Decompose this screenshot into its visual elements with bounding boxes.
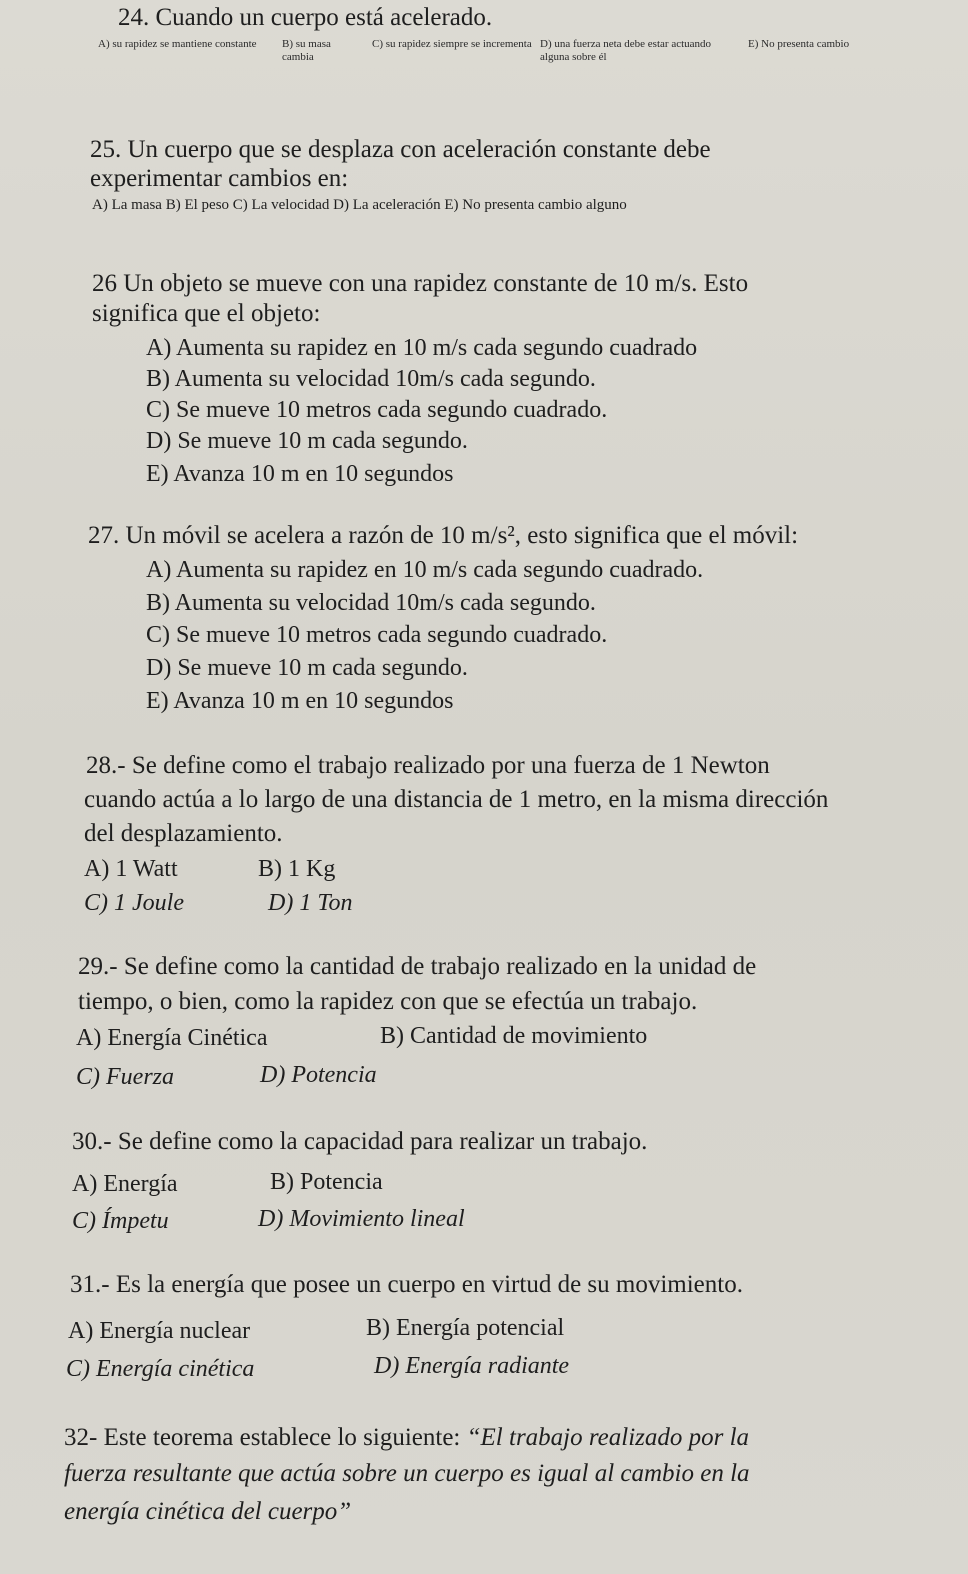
q32-quote-part2: fuerza resultante que actúa sobre un cuerpo es igual al cambio en la	[64, 1460, 750, 1487]
q24-option-b: B) su masa cambia	[282, 38, 331, 63]
q29-line1: 29.- Se define como la cantidad de trabajo realizado en la unidad de	[78, 953, 757, 980]
q26-option-c: C) Se mueve 10 metros cada segundo cuadrado.	[146, 397, 608, 423]
q25-line2: experimentar cambios en:	[90, 165, 349, 192]
q26-option-b: B) Aumenta su velocidad 10m/s cada segundo.	[146, 366, 596, 392]
q30-option-c: C) Ímpetu	[72, 1208, 169, 1234]
q29-line2: tiempo, o bien, como la rapidez con que se efectúa un trabajo.	[78, 988, 698, 1015]
q24-option-c: C) su rapidez siempre se incrementa	[372, 38, 532, 50]
q32-quote-part3: energía cinética del cuerpo”	[64, 1498, 352, 1525]
q27-option-a: A) Aumenta su rapidez en 10 m/s cada segundo cuadrado.	[146, 557, 704, 583]
q31-option-c: C) Energía cinética	[66, 1356, 255, 1382]
q26-option-a: A) Aumenta su rapidez en 10 m/s cada segundo cuadrado	[146, 335, 698, 361]
q27-line1: 27. Un móvil se acelera a razón de 10 m/s², esto significa que el móvil:	[88, 522, 799, 549]
q26-line2: significa que el objeto:	[92, 300, 321, 327]
q29-option-c: C) Fuerza	[76, 1064, 174, 1090]
q28-line2: cuando actúa a lo largo de una distancia de 1 metro, en la misma dirección	[84, 786, 829, 813]
q27-option-c: C) Se mueve 10 metros cada segundo cuadrado.	[146, 622, 608, 648]
q32-line1	[64, 1424, 749, 1452]
q30-line1: 30.- Se define como la capacidad para realizar un trabajo.	[72, 1128, 648, 1155]
q25-options: A) La masa B) El peso C) La velocidad D) La aceleración E) No presenta cambio alguno	[92, 197, 627, 213]
q28-option-d: D) 1 Ton	[268, 890, 353, 916]
q29-option-d: D) Potencia	[260, 1062, 377, 1088]
q27-option-e: E) Avanza 10 m en 10 segundos	[146, 688, 454, 714]
q28-option-a: A) 1 Watt	[84, 856, 178, 882]
q30-option-a: A) Energía	[72, 1171, 178, 1197]
q26-option-d: D) Se mueve 10 m cada segundo.	[146, 428, 468, 454]
q26-option-e: E) Avanza 10 m en 10 segundos	[146, 461, 454, 487]
q32-quote-part1: “El trabajo realizado por la	[466, 1424, 750, 1451]
q24-option-e: E) No presenta cambio	[748, 38, 850, 50]
q28-line3: del desplazamiento.	[84, 820, 283, 847]
q24-option-d: D) una fuerza neta debe estar actuando alguna sobre él	[540, 38, 712, 63]
q30-option-d: D) Movimiento lineal	[258, 1206, 465, 1232]
q29-option-b: B) Cantidad de movimiento	[380, 1023, 648, 1049]
q27-option-d: D) Se mueve 10 m cada segundo.	[146, 655, 468, 681]
q31-line1: 31.- Es la energía que posee un cuerpo en virtud de su movimiento.	[70, 1271, 743, 1298]
q28-line1: 28.- Se define como el trabajo realizado por una fuerza de 1 Newton	[86, 752, 770, 779]
q31-option-b: B) Energía potencial	[366, 1315, 565, 1341]
q25-line1: 25. Un cuerpo que se desplaza con aceleración constante debe	[90, 136, 711, 163]
q26-line1: 26 Un objeto se mueve con una rapidez constante de 10 m/s. Esto	[92, 270, 749, 297]
q27-option-b: B) Aumenta su velocidad 10m/s cada segundo.	[146, 590, 596, 616]
q24-title: 24. Cuando un cuerpo está acelerado.	[118, 4, 493, 31]
q32-prefix: 32- Este teorema establece lo siguiente:	[64, 1424, 461, 1451]
q31-option-d: D) Energía radiante	[374, 1353, 570, 1379]
q29-option-a: A) Energía Cinética	[76, 1025, 268, 1051]
q28-option-c: C) 1 Joule	[84, 890, 184, 916]
q28-option-b: B) 1 Kg	[258, 856, 336, 882]
q31-option-a: A) Energía nuclear	[68, 1318, 251, 1344]
q24-option-a: A) su rapidez se mantiene constante	[98, 38, 257, 50]
q30-option-b: B) Potencia	[270, 1169, 383, 1195]
